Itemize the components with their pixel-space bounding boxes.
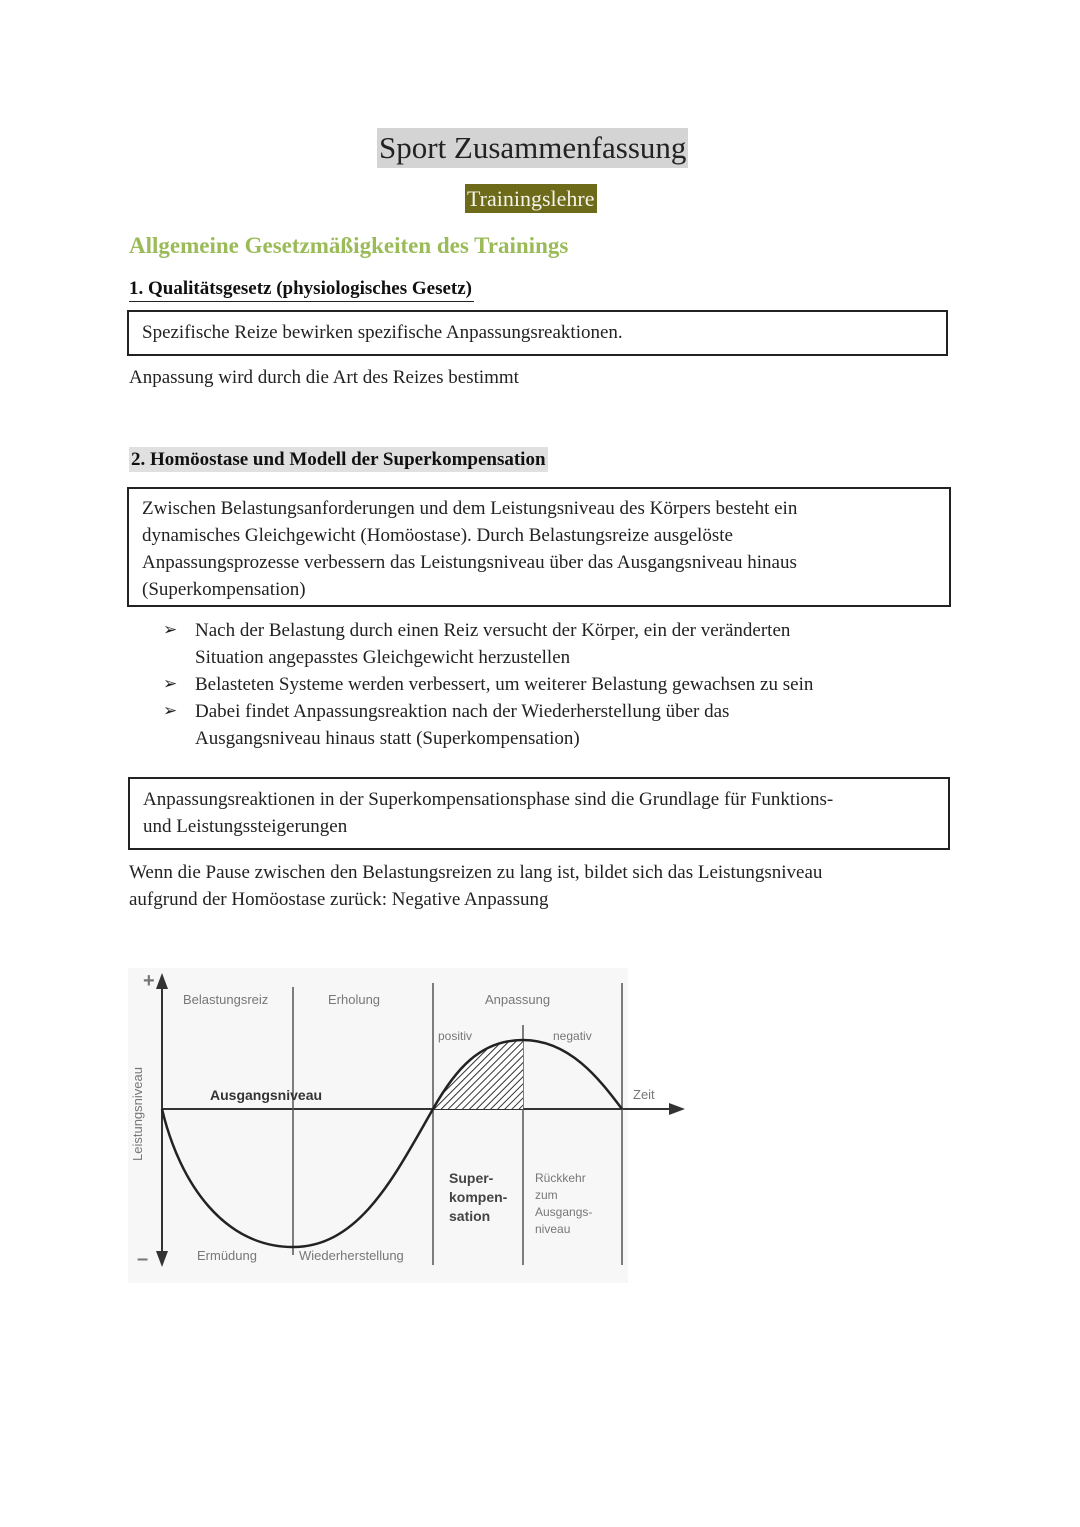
- law2-definition-box: [127, 487, 951, 607]
- bullet-line: Situation angepasstes Gleichgewicht herzustellen: [195, 647, 571, 668]
- law2-note: [129, 859, 949, 913]
- conclusion-line: und Leistungssteigerungen: [143, 816, 348, 837]
- conclusion-line: Anpassungsreaktionen in der Superkompensationsphase sind die Grundlage für Funktions-: [143, 789, 834, 810]
- negative-label: negativ: [553, 1029, 592, 1043]
- law2-definition-line: (Superkompensation): [142, 579, 306, 600]
- superkomp-line: kompen-: [449, 1189, 508, 1205]
- bullet-line: Nach der Belastung durch einen Reiz versucht der Körper, ein der veränderten: [195, 620, 791, 641]
- law1-heading-text: Qualitätsgesetz (physiologisches Gesetz): [148, 278, 473, 299]
- superkompensation-diagram: [125, 965, 695, 1285]
- arrow-bullet-icon: ➢: [163, 620, 178, 640]
- law2-definition-line: Anpassungsprozesse verbessern das Leistungsniveau über das Ausgangsniveau hinaus: [142, 552, 797, 573]
- law1-note: Anpassung wird durch die Art des Reizes bestimmt: [129, 367, 519, 388]
- phase-label-belastungsreiz: Belastungsreiz: [183, 992, 269, 1007]
- law2-bullet-list: [163, 617, 923, 752]
- law2-heading: 2. Homöostase und Modell der Superkompensation: [131, 449, 546, 470]
- note-line: Wenn die Pause zwischen den Belastungsreizen zu lang ist, bildet sich das Leistungsniveau: [129, 862, 823, 883]
- positive-label: positiv: [438, 1029, 473, 1043]
- return-line: Ausgangs-: [535, 1205, 593, 1219]
- bullet-line: Ausgangsniveau hinaus statt (Superkompensation): [195, 728, 580, 749]
- phase-label-erholung: Erholung: [328, 992, 381, 1007]
- section-heading: Allgemeine Gesetzmäßigkeiten des Trainings: [129, 233, 569, 258]
- arrow-bullet-icon: ➢: [163, 701, 178, 721]
- page-title: Sport Zusammenfassung: [377, 128, 688, 168]
- y-minus-label: –: [137, 1248, 149, 1270]
- phase-label-anpassung: Anpassung: [485, 992, 551, 1007]
- return-line: Rückkehr: [535, 1171, 586, 1185]
- x-axis-arrow-icon: [669, 1103, 685, 1115]
- law1-heading-number: 1.: [129, 278, 144, 299]
- list-item: [163, 698, 923, 752]
- law2-conclusion-box: [128, 777, 950, 850]
- bullet-line: Belasteten Systeme werden verbessert, um weiterer Belastung gewachsen zu sein: [195, 674, 814, 695]
- law1-definition-box: [127, 310, 948, 356]
- superkomp-line: sation: [449, 1208, 491, 1224]
- note-line: aufgrund der Homöostase zurück: Negative Anpassung: [129, 889, 549, 910]
- law1-heading: [129, 276, 474, 302]
- law1-definition: Spezifische Reize bewirken spezifische Anpassungsreaktionen.: [142, 322, 623, 343]
- return-line: zum: [535, 1188, 558, 1202]
- y-axis-label: Leistungsniveau: [130, 1067, 145, 1161]
- page-subtitle: Trainingslehre: [467, 186, 595, 211]
- y-plus-label: +: [143, 970, 155, 992]
- bullet-line: Dabei findet Anpassungsreaktion nach der Wiederherstellung über das: [195, 701, 730, 722]
- law2-definition-line: Zwischen Belastungsanforderungen und dem Leistungsniveau des Körpers besteht ein: [142, 498, 798, 519]
- ermuedung-label: Ermüdung: [197, 1248, 257, 1263]
- x-axis-label: Zeit: [633, 1087, 655, 1102]
- law2-definition-line: dynamisches Gleichgewicht (Homöostase). Durch Belastungsreize ausgelöste: [142, 525, 733, 546]
- arrow-bullet-icon: ➢: [163, 674, 178, 694]
- return-line: niveau: [535, 1222, 571, 1236]
- list-item: [163, 671, 923, 698]
- list-item: [163, 617, 923, 671]
- baseline-label: Ausgangsniveau: [210, 1087, 323, 1103]
- superkomp-line: Super-: [449, 1170, 494, 1186]
- wiederherstellung-label: Wiederherstellung: [299, 1248, 404, 1263]
